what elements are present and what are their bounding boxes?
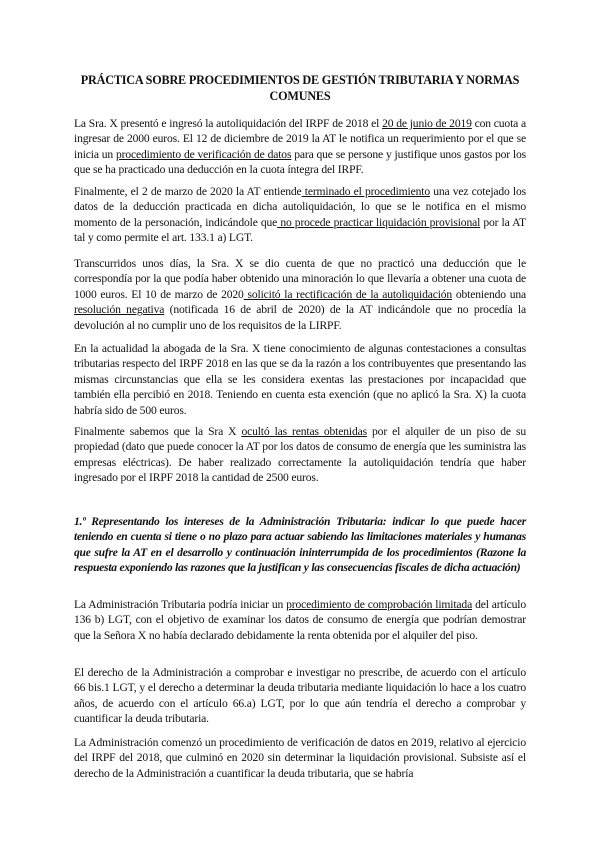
underlined-text: resolución negativa <box>74 303 165 317</box>
answer-paragraph-2: El derecho de la Administración a comprobar e investigar no prescribe, de acuerdo con el artículo 66 bis.1 LGT, y el derecho a determinar la deuda tributaria mediante liquidación lo hace a los cuatro años, de acuerdo con el artículo 66.a) LGT, por lo que aún tendría el derecho a comprobar y cuantificar la deuda tributaria. <box>74 665 526 726</box>
question-1: 1.º Representando los intereses de la Administración Tributaria: indicar lo que puede hacer teniendo en cuenta si tiene o no plazo para actuar sabiendo las limitaciones materiales y humanas que sufre la AT en el desarrollo y continuación ininterrumpida de los procedimientos (Razone la respuesta exponiendo las razones que la justifican y las consecuencias fiscales de dicha actuación) <box>74 514 526 575</box>
text-span: para que se persone y justifique unos gastos por los que se ha practicado una deducción en la cuota íntegra del IRPF. <box>74 147 526 177</box>
text-span: por la AT tal y como permite el art. 133.1 a) LGT. <box>74 215 526 245</box>
underlined-text: ocultó las rentas obtenidas <box>241 424 367 438</box>
paragraph-facts-3 <box>74 256 526 334</box>
underlined-text: procedimiento de verificación de datos <box>116 147 292 161</box>
text-span: Finalmente sabemos que la Sra X <box>74 424 242 438</box>
underlined-text: terminado el procedimiento <box>301 184 430 198</box>
paragraph-facts-5 <box>74 424 526 486</box>
text-span: obteniendo una <box>452 287 526 301</box>
paragraph-facts-2 <box>74 184 526 246</box>
text-span: del artículo 136 b) LGT, con el objetivo de examinar los datos de consumo de energía que podrían demostrar que la Señora X no había declarado debidamente la renta obtenida por el alquiler del piso. <box>74 597 526 642</box>
text-span: Transcurridos unos días, la Sra. X se dio cuenta de que no practicó una deducción que le correspondía por la que podía haber obtenido una minoración lo que llevaría a obtener una cuota de 1000 euros. El 10 de marzo de 2020 <box>74 256 526 301</box>
paragraph-facts-1 <box>74 116 526 178</box>
text-span: La Administración Tributaria podría iniciar un <box>74 597 287 611</box>
text-span: Finalmente, el 2 de marzo de 2020 la AT entiende <box>74 184 302 198</box>
paragraph-facts-4: En la actualidad la abogada de la Sra. X tiene conocimiento de algunas contestaciones a consultas tributarias respecto del IRPF 2018 en las que se da la razón a los contribuyentes que presentando las mismas circunstancias que ella se les considera exentas las prestaciones por incapacidad que también ella percibió en 2018. Teniendo en cuenta esta exención (que no aplicó la Sra. X) la cuota habría sido de 500 euros. <box>74 341 526 417</box>
text-span: (notificada 16 de abril de 2020) de la AT indicándole que no procedía la devolución al no cumplir uno de los requisitos de la LIRPF. <box>74 303 526 332</box>
text-span: una vez cotejado los datos de la deducción practicada en dicha autoliquidación, lo que se le notifica en el mismo momento de la personación, indicándole que <box>74 184 526 229</box>
document-title: PRÁCTICA SOBRE PROCEDIMIENTOS DE GESTIÓN TRIBUTARIA Y NORMAS COMUNES <box>80 73 520 103</box>
underlined-text: no procede practicar liquidación provisional <box>277 215 481 229</box>
answer-paragraph-1 <box>74 597 526 644</box>
text-span: La Sra. X presentó e ingresó la autoliquidación del IRPF de 2018 el <box>74 116 383 130</box>
underlined-text: 20 de junio de 2019 <box>382 116 472 130</box>
text-span: con cuota a ingresar de 2000 euros. El 12 de diciembre de 2019 la AT le notifica un requerimiento por el que se inicia un <box>74 116 527 161</box>
underlined-text: procedimiento de comprobación limitada <box>286 597 473 611</box>
answer-paragraph-3: La Administración comenzó un procedimiento de verificación de datos en 2019, relativo al ejercicio del IRPF del 2018, que culminó en 2020 sin determinar la liquidación provisional. Subsiste así el derecho de la Administración a cuantificar la deuda tributaria, que se habría <box>74 735 526 780</box>
text-span: por el alquiler de un piso de su propiedad (dato que puede conocer la AT por los datos de consumo de energía que les suministra las empresas eléctricas). De haber realizado correctamente la autoliquidación tendría que haber ingresado por el IRPF 2018 la cantidad de 2500 euros. <box>74 424 526 485</box>
underlined-text: solicitó la rectificación de la autoliquidación <box>243 287 453 301</box>
